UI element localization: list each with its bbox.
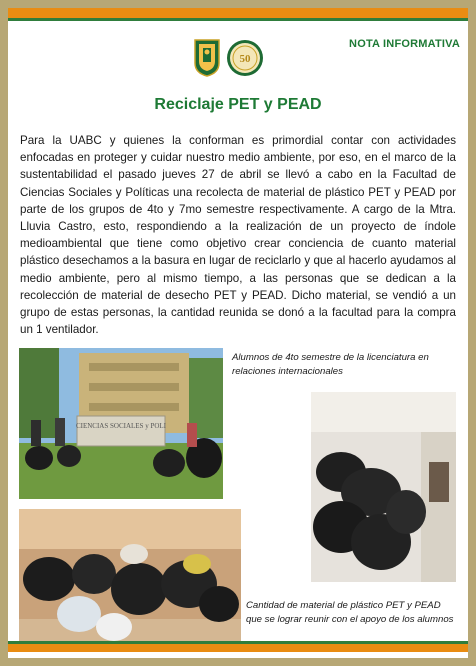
uabc-shield-icon — [194, 39, 220, 77]
photo-bags-pile — [19, 509, 241, 645]
section-label: NOTA INFORMATIVA — [349, 38, 460, 50]
seal-text: 50 — [239, 53, 251, 65]
building-sign-text: CIENCIAS SOCIALES y POLI — [75, 422, 167, 430]
top-orange-bar — [8, 8, 468, 18]
photo-students-outdoor — [19, 348, 223, 499]
photo-bags-classroom — [311, 392, 456, 582]
bottom-orange-bar — [8, 644, 468, 652]
top-green-bar — [8, 18, 468, 21]
article-title: Reciclaje PET y PEAD — [154, 96, 322, 113]
caption-students: Alumnos de 4to semestre de la licenciatura en relaciones internacionales — [232, 352, 429, 377]
article-body: Para la UABC y quienes la conforman es primordial contar con actividades enfocadas en proteger y cuidar nuestro medio ambiente, por eso, en el marco de la sustentabilidad el pasado jueves 27 de abril se llevó a cabo en la Facultad de Ciencias Sociales y Políticas una recolecta de material de plástico PET y PEAD por parte de los grupos de 4to y 7mo semestre respectivamente. A cargo de la Mtra. Lluvia Castro, esto, respondiendo a la realización de un proyecto de índole medioambiental que tiene como objetivo crear conciencia de cuanto material plástico desechamos a la basura en lugar de reciclarlo y que al hacerlo ayudamos al medio ambiente, pero al mismo tiempo, a las personas que se dedican a la recolección de material de desecho PET y PEAD. Dicho material, se vendió a un grupo de estas personas, la cantidad reunida se donó a la facultad para la compra un 1 ventilador. — [20, 134, 456, 337]
document-page — [8, 8, 468, 658]
caption-bags: Cantidad de material de plástico PET y PEAD que se lograr reunir con el apoyo de los alumnos — [246, 600, 454, 625]
anniversary-seal-icon — [226, 39, 264, 77]
